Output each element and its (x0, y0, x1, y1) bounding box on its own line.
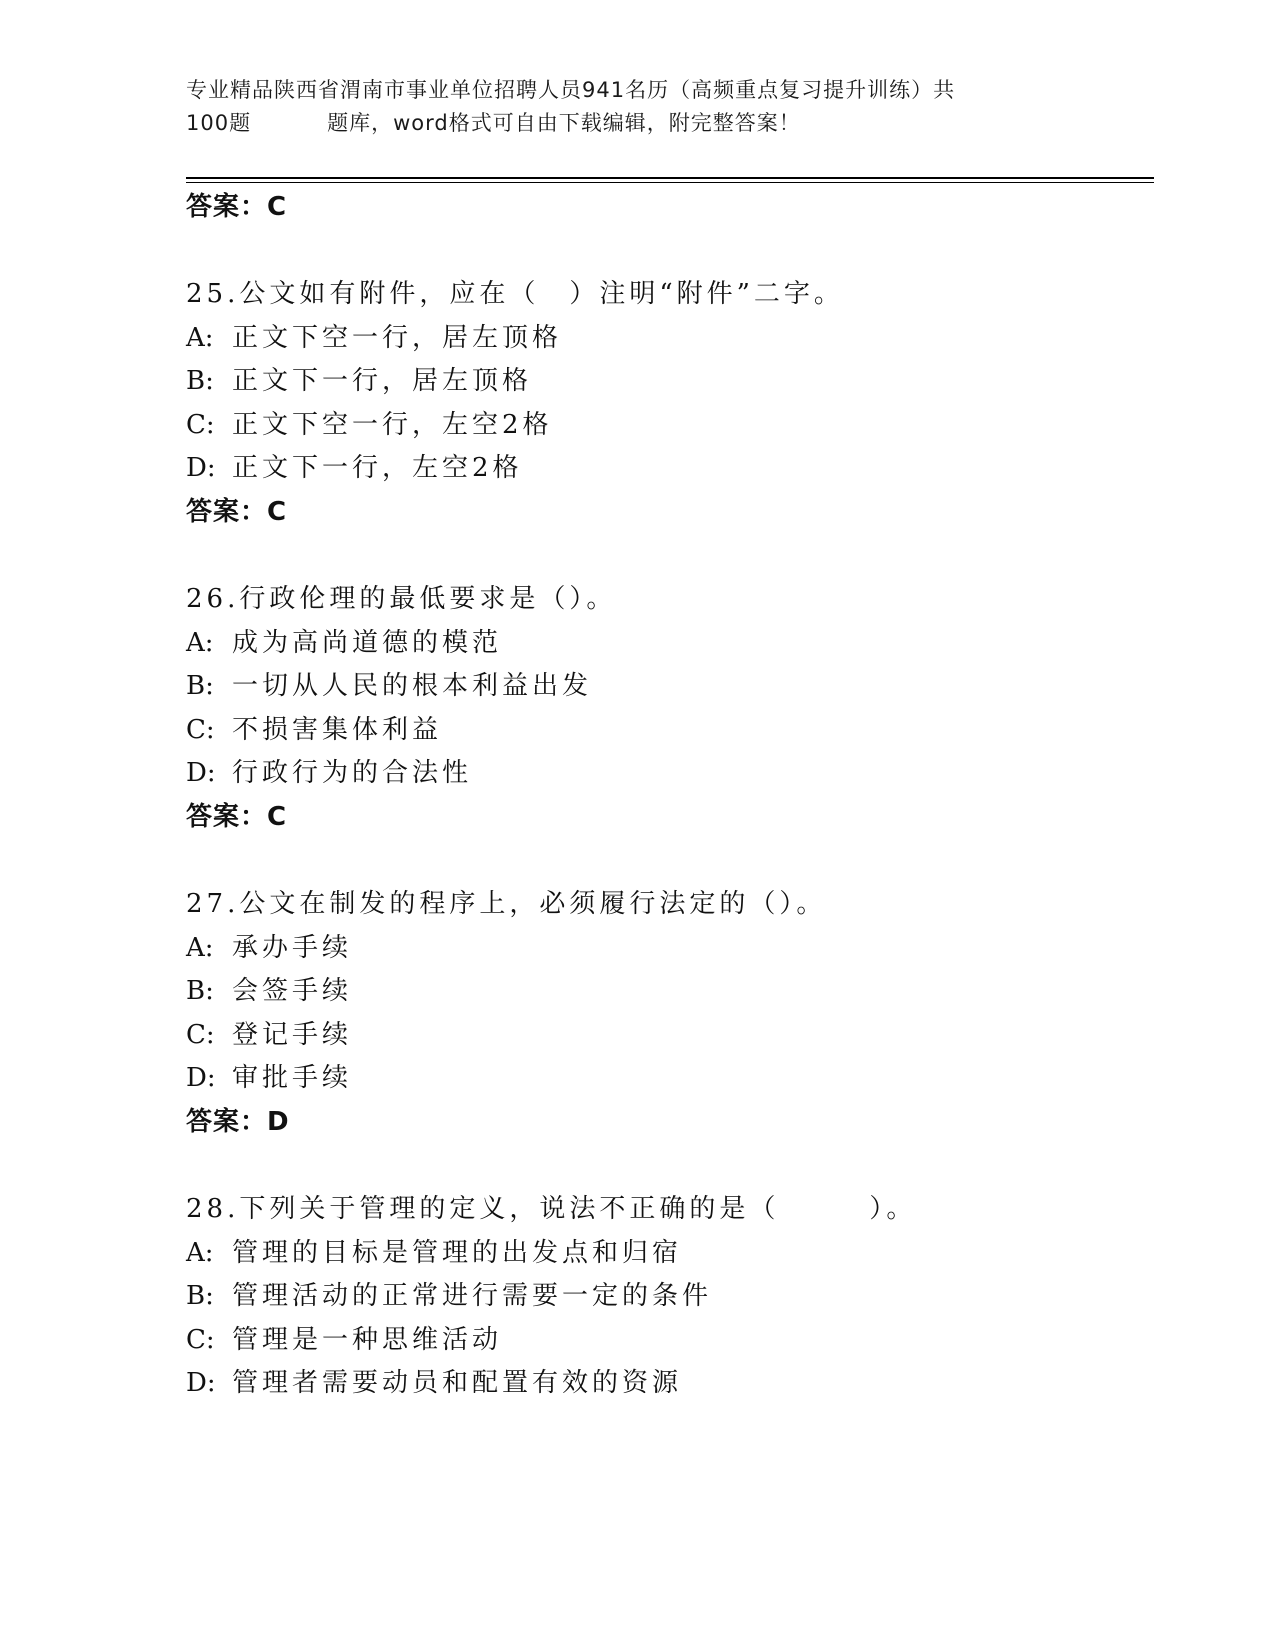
question-stem: 26.行政伦理的最低要求是（）。 (186, 584, 617, 614)
answer-line: 答案：C (186, 497, 288, 527)
header-rule-thin (186, 182, 1154, 183)
option-d: D: 正文下一行，左空2格 (186, 453, 523, 483)
answer-line: 答案：D (186, 1107, 290, 1137)
option-c: C: 不损害集体利益 (186, 715, 443, 745)
header-title-line1: 专业精品陕西省渭南市事业单位招聘人员941名历（高频重点复习提升训练）共 (186, 78, 956, 102)
option-d: D: 审批手续 (186, 1063, 353, 1093)
question-stem: 27.公文在制发的程序上，必须履行法定的（）。 (186, 889, 827, 919)
option-a: A: 正文下空一行，居左顶格 (186, 323, 563, 353)
header-title-line2-part1: 100题 (186, 111, 252, 135)
option-d: D: 管理者需要动员和配置有效的资源 (186, 1368, 683, 1398)
option-a: A: 承办手续 (186, 933, 353, 963)
answer-line: 答案：C (186, 802, 288, 832)
option-b: B: 一切从人民的根本利益出发 (186, 671, 593, 701)
question-stem: 25.公文如有附件，应在（ ）注明“附件”二字。 (186, 279, 844, 309)
header-rule-thick (186, 177, 1154, 179)
option-b: B: 管理活动的正常进行需要一定的条件 (186, 1281, 713, 1311)
option-a: A: 成为高尚道德的模范 (186, 628, 503, 658)
option-c: C: 管理是一种思维活动 (186, 1325, 503, 1355)
option-b: B: 正文下一行，居左顶格 (186, 366, 533, 396)
option-c: C: 正文下空一行，左空2格 (186, 410, 553, 440)
option-b: B: 会签手续 (186, 976, 353, 1006)
option-a: A: 管理的目标是管理的出发点和归宿 (186, 1238, 683, 1268)
question-stem: 28.下列关于管理的定义，说法不正确的是（ ）。 (186, 1194, 917, 1224)
option-d: D: 行政行为的合法性 (186, 758, 473, 788)
page-header (186, 74, 1086, 140)
option-c: C: 登记手续 (186, 1020, 353, 1050)
answer-line: 答案：C (186, 192, 288, 222)
header-title-line2-part2: 题库，word格式可自由下载编辑，附完整答案！ (327, 111, 801, 135)
